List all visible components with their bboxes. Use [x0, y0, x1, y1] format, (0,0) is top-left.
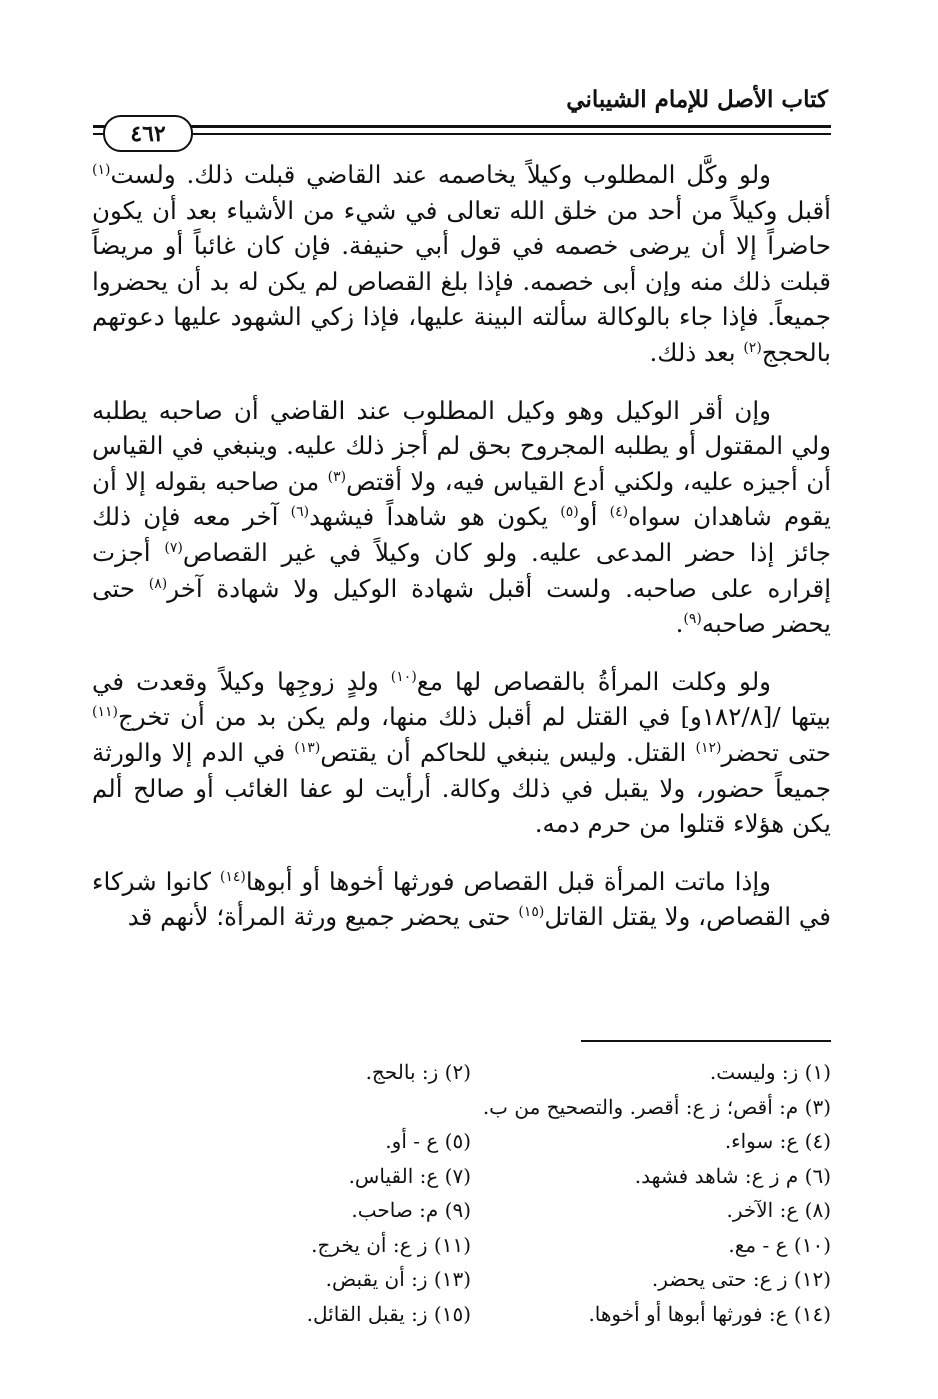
- text-run: وإن أقر الوكيل وهو وكيل المطلوب عند القاضي أن صاحبه يطلبه ولي المقتول أو يطلبه المجروح بحق لم أجز ذلك عليه. وينبغي في القياس أن أجيزه عليه، ولكني أدع القياس فيه، ولا أقتص: [92, 395, 831, 496]
- body-text: [92, 157, 831, 957]
- page-number-badge: [103, 115, 193, 152]
- footnote-ref: (١١): [92, 704, 118, 721]
- text-run: من صاحبه بقوله إلا أن يقوم شاهدان سواه: [92, 466, 831, 532]
- footnote: (١٣) ز: أن يقبض.: [325, 1267, 471, 1291]
- text-run: حتى يحضر جميع ورثة المرأة؛ لأنهم قد: [127, 902, 519, 932]
- footnote: (٣) م: أقص؛ ز ع: أقصر. والتصحيح من ب.: [482, 1094, 831, 1119]
- footnote-row: [92, 1055, 831, 1090]
- footnote: (١٠) ع - مع.: [728, 1232, 831, 1257]
- footnote: (١٤) ع: فورثها أبوها أو أخوها.: [588, 1301, 831, 1326]
- footnote-row: [92, 1262, 831, 1297]
- running-header-title: كتاب الأصل للإمام الشيباني: [566, 86, 828, 113]
- footnote-ref: (١٢): [695, 739, 722, 756]
- footnotes: [92, 1055, 831, 1331]
- footnote: (٦) م ز ع: شاهد فشهد.: [634, 1163, 831, 1188]
- footnote-row: [92, 1297, 831, 1332]
- footnote: (١١) ز ع: أن يخرج.: [311, 1232, 471, 1257]
- text-run: في الدم إلا والورثة جميعاً حضور، ولا يقبل في ذلك وكالة. أرأيت لو عفا الغائب أو صالح ألم يكن هؤلاء قتلوا من حرم دمه.: [92, 737, 831, 839]
- footnote-row: [92, 1193, 831, 1228]
- footnote-row: [92, 1124, 831, 1159]
- text-run: يكون هو شاهداً فيشهد: [309, 502, 561, 532]
- footnote: (١٢) ز ع: حتى يحضر.: [651, 1267, 831, 1291]
- footnote-ref: (٨): [148, 575, 168, 592]
- footnote-ref: (١٤): [219, 868, 246, 885]
- footnote-ref: (٦): [290, 504, 310, 521]
- footnote-ref: (١٥): [518, 904, 545, 921]
- footnote-ref: (٤): [609, 504, 629, 521]
- paragraph: [92, 157, 831, 371]
- text-run: .: [675, 609, 684, 639]
- footnote-ref: (٣): [327, 468, 347, 485]
- text-run: وإذا ماتت المرأة قبل القصاص فورثها أخوها أو أبوها: [245, 866, 771, 896]
- header-rule-thin: [93, 133, 831, 135]
- footnote-ref: (٩): [683, 610, 702, 627]
- header-rule-thick: [93, 125, 831, 128]
- footnote-ref: (٢): [743, 339, 762, 356]
- footnote-ref: (٥): [560, 504, 579, 521]
- footnote: (٤) ع: سواء.: [724, 1129, 831, 1153]
- footnote-row: [92, 1090, 831, 1125]
- footnote-ref: (١): [92, 161, 111, 178]
- text-run: آخر معه فإن ذلك جائز إذا حضر المدعى عليه. ولو كان وكيلاً في غير القصاص: [92, 502, 831, 567]
- footnote: (٨) ع: الآخر.: [726, 1198, 831, 1222]
- footnote: (٧) ع: القياس.: [348, 1163, 471, 1188]
- text-run: بعد ذلك.: [649, 337, 744, 367]
- footnote: (٩) م: صاحب.: [351, 1198, 471, 1222]
- text-run: حتى يحضر صاحبه: [92, 573, 831, 639]
- text-run: حتى تحضر: [721, 737, 831, 767]
- paragraph: [92, 664, 831, 842]
- text-run: ولدٍ زوجِها وكيلاً وقعدت في بيتها /[١٨٢/٨و] في القتل لم أقبل ذلك منها، ولم يكن بد من أن تخرج: [92, 666, 831, 732]
- text-run: ولو وكَّل المطلوب وكيلاً يخاصمه عند القاضي قبلت ذلك. ولست: [110, 160, 771, 189]
- text-run: كانوا شركاء في القصاص، ولا يقتل القاتل: [92, 866, 831, 932]
- footnote-ref: (١٣): [294, 739, 321, 756]
- text-run: القتل. وليس ينبغي للحاكم أن يقتص: [320, 737, 696, 767]
- paragraph: [92, 393, 831, 642]
- footnote: (١) ز: وليست.: [709, 1060, 831, 1084]
- footnote: (٥) ع - أو.: [385, 1129, 471, 1153]
- page-number: ٤٦٢: [130, 120, 166, 147]
- paragraph: [92, 864, 831, 935]
- footnote: (٢) ز: بالحج.: [365, 1060, 471, 1084]
- footnote-separator: [581, 1040, 831, 1042]
- footnote-row: [92, 1159, 831, 1194]
- text-run: ولو وكلت المرأةُ بالقصاص لها مع: [416, 666, 771, 696]
- text-run: أو: [578, 502, 610, 532]
- text-run: أقبل وكيلاً من أحد من خلق الله تعالى في شيء من الأشياء بعد أن يكون حاضراً إلا أن يرضى خصمه في قول أبي حنيفة. فإن كان غائباً أو مريضاً قبلت ذلك منه وإن أبى خصمه. فإذا بلغ القصاص لم يكن له بد أن يحضروا جميعاً. فإذا جاء بالوكالة سألته البينة عليها، فإذا زكي الشهود عليها دعوتهم بالحجج: [92, 195, 831, 367]
- footnote-ref: (٧): [164, 539, 183, 556]
- footnote-row: [92, 1228, 831, 1263]
- text-run: أجزت إقراره على صاحبه. ولست أقبل شهادة الوكيل ولا شهادة آخر: [92, 537, 831, 603]
- footnote-ref: (١٠): [390, 668, 417, 685]
- footnote: (١٥) ز: يقبل القائل.: [306, 1301, 471, 1326]
